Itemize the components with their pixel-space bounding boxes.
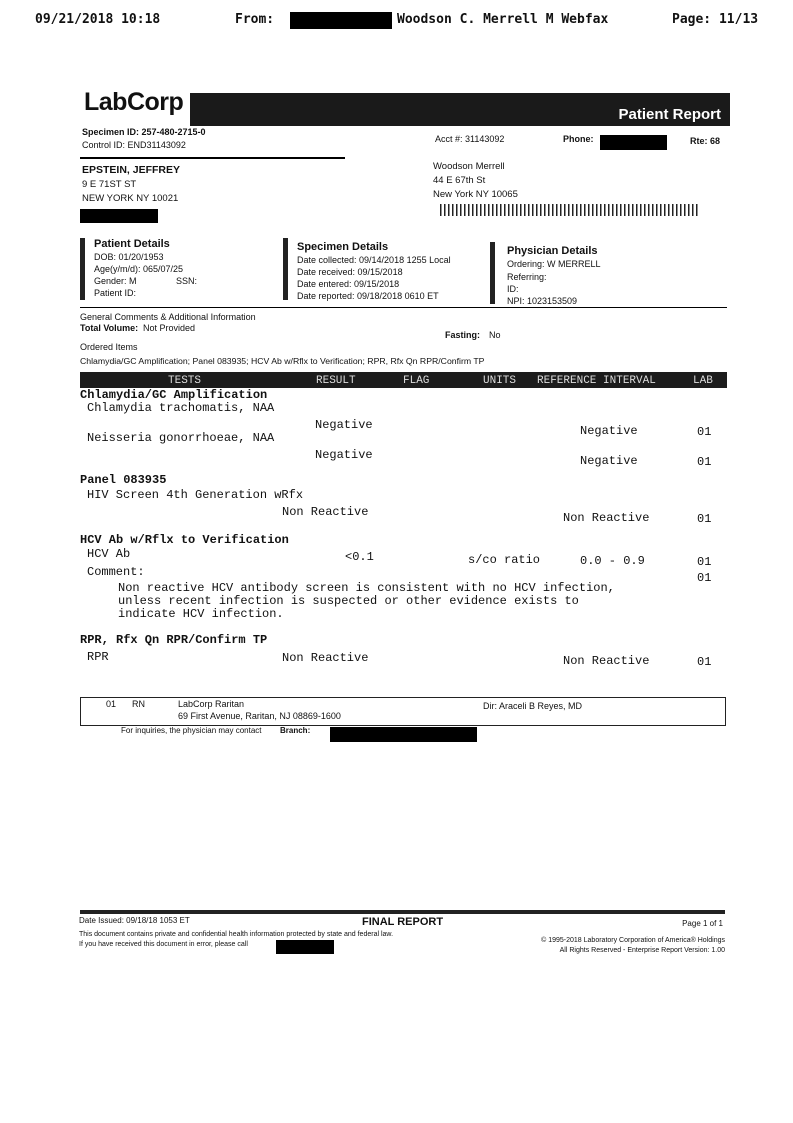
- test-result: <0.1: [345, 550, 374, 564]
- reference: Non Reactive: [563, 654, 650, 668]
- physician-name: Woodson Merrell: [433, 161, 505, 172]
- comment-line: unless recent infection is suspected or other evidence exists to: [118, 594, 579, 608]
- fax-sender: Woodson C. Merrell M Webfax: [397, 12, 609, 27]
- report-title: Patient Report: [618, 106, 721, 123]
- specimen-details-title: Specimen Details: [297, 241, 389, 253]
- npi: NPI: 1023153509: [507, 296, 578, 306]
- test-result: Non Reactive: [282, 505, 369, 519]
- confidentiality-notice: This document contains private and confidential health information protected by state and federal law.: [79, 931, 394, 938]
- total-volume: Not Provided: [143, 323, 196, 333]
- phone-label: Phone:: [563, 134, 594, 144]
- referring-physician: Referring:: [507, 272, 547, 282]
- dob: DOB: 01/20/1953: [94, 252, 164, 262]
- date-issued: Date Issued: 09/18/18 1053 ET: [79, 916, 190, 925]
- comments-title: General Comments & Additional Information: [80, 312, 256, 322]
- reference: 0.0 - 0.9: [580, 554, 645, 568]
- group-title: Chlamydia/GC Amplification: [80, 388, 268, 402]
- inquiries-text: For inquiries, the physician may contact: [121, 726, 262, 735]
- redaction: [600, 135, 667, 150]
- reference: Non Reactive: [563, 511, 650, 525]
- lab-code: 01: [106, 699, 117, 709]
- final-report: FINAL REPORT: [362, 916, 444, 928]
- col-tests: TESTS: [168, 375, 202, 387]
- patient-details-title: Patient Details: [94, 238, 170, 250]
- specimen-id: Specimen ID: 257-480-2715-0: [82, 127, 206, 137]
- patient-address-2: NEW YORK NY 10021: [82, 193, 179, 204]
- fax-from-label: From:: [235, 12, 275, 27]
- postal-barcode: [440, 204, 700, 216]
- patient-name: EPSTEIN, JEFFREY: [82, 164, 181, 176]
- patient-address-1: 9 E 71ST ST: [82, 179, 137, 190]
- lab-abbr: RN: [132, 699, 145, 709]
- section-bar: [80, 238, 85, 300]
- branch-label: Branch:: [280, 726, 311, 735]
- lab: 01: [697, 555, 712, 569]
- redaction: [330, 727, 477, 742]
- comment-line: indicate HCV infection.: [118, 607, 284, 621]
- lab: 01: [697, 571, 712, 585]
- footer-bar: [80, 910, 725, 914]
- lab-director: Dir: Araceli B Reyes, MD: [483, 701, 583, 711]
- col-lab: LAB: [693, 375, 713, 387]
- group-title: RPR, Rfx Qn RPR/Confirm TP: [80, 633, 268, 647]
- copyright: © 1995-2018 Laboratory Corporation of America® Holdings: [541, 937, 725, 944]
- physician-address-2: New York NY 10065: [433, 189, 518, 200]
- redaction: [290, 12, 392, 29]
- lab: 01: [697, 455, 712, 469]
- group-title: HCV Ab w/Rflx to Verification: [80, 533, 289, 547]
- ordered-items: Chlamydia/GC Amplification; Panel 083935; HCV Ab w/Rflx to Verification; RPR, Rfx Qn RPR/Confirm TP: [80, 356, 485, 366]
- date-received: Date received: 09/15/2018: [297, 267, 403, 277]
- test-name: HCV Ab: [87, 547, 131, 561]
- page-of: Page 1 of 1: [682, 919, 723, 928]
- section-bar: [490, 242, 495, 304]
- rights: All Rights Reserved - Enterprise Report Version: 1.00: [559, 947, 725, 954]
- test-result: Negative: [315, 448, 373, 462]
- date-reported: Date reported: 09/18/2018 0610 ET: [297, 291, 439, 301]
- section-bar: [283, 238, 288, 300]
- divider: [80, 157, 345, 159]
- gender: Gender: M: [94, 276, 137, 286]
- fax-datetime: 09/21/2018 10:18: [35, 12, 161, 27]
- test-name: RPR: [87, 650, 109, 664]
- age: Age(y/m/d): 065/07/25: [94, 264, 184, 274]
- physician-id: ID:: [507, 284, 519, 294]
- units: s/co ratio: [468, 553, 541, 567]
- reference: Negative: [580, 454, 638, 468]
- date-collected: Date collected: 09/14/2018 1255 Local: [297, 255, 451, 265]
- ordering-physician: Ordering: W MERRELL: [507, 259, 601, 269]
- physician-details-title: Physician Details: [507, 245, 598, 257]
- test-name: Neisseria gonorrhoeae, NAA: [87, 431, 275, 445]
- redaction: [276, 940, 334, 954]
- control-id: Control ID: END31143092: [82, 140, 186, 150]
- physician-address-1: 44 E 67th St: [433, 175, 486, 186]
- test-result: Negative: [315, 418, 373, 432]
- reference: Negative: [580, 424, 638, 438]
- col-units: UNITS: [483, 375, 517, 387]
- fasting-label: Fasting:: [445, 330, 480, 340]
- fax-page-number: Page: 11/13: [672, 12, 759, 27]
- ordered-items-title: Ordered Items: [80, 342, 138, 352]
- test-result: Non Reactive: [282, 651, 369, 665]
- col-result: RESULT: [316, 375, 356, 387]
- col-flag: FLAG: [403, 375, 430, 387]
- lab-name: LabCorp Raritan: [178, 699, 245, 709]
- route: Rte: 68: [690, 136, 721, 146]
- comment-line: Non reactive HCV antibody screen is consistent with no HCV infection,: [118, 581, 615, 595]
- redaction: [80, 209, 158, 223]
- group-title: Panel 083935: [80, 473, 167, 487]
- comment-label: Comment:: [87, 565, 145, 579]
- lab: 01: [697, 512, 712, 526]
- labcorp-logo: LabCorp: [84, 88, 184, 116]
- ssn: SSN:: [176, 276, 198, 286]
- test-name: HIV Screen 4th Generation wRfx: [87, 488, 304, 502]
- lab: 01: [697, 655, 712, 669]
- total-volume-label: Total Volume:: [80, 323, 139, 333]
- error-notice: If you have received this document in error, please call: [79, 941, 248, 948]
- lab-info-box: [80, 697, 726, 726]
- fasting: No: [489, 330, 501, 340]
- date-entered: Date entered: 09/15/2018: [297, 279, 400, 289]
- col-reference-interval: REFERENCE INTERVAL: [537, 375, 656, 387]
- patient-id: Patient ID:: [94, 288, 137, 298]
- account-number: Acct #: 31143092: [435, 134, 505, 144]
- test-name: Chlamydia trachomatis, NAA: [87, 401, 275, 415]
- lab: 01: [697, 425, 712, 439]
- divider: [80, 307, 727, 308]
- lab-address: 69 First Avenue, Raritan, NJ 08869-1600: [178, 711, 341, 721]
